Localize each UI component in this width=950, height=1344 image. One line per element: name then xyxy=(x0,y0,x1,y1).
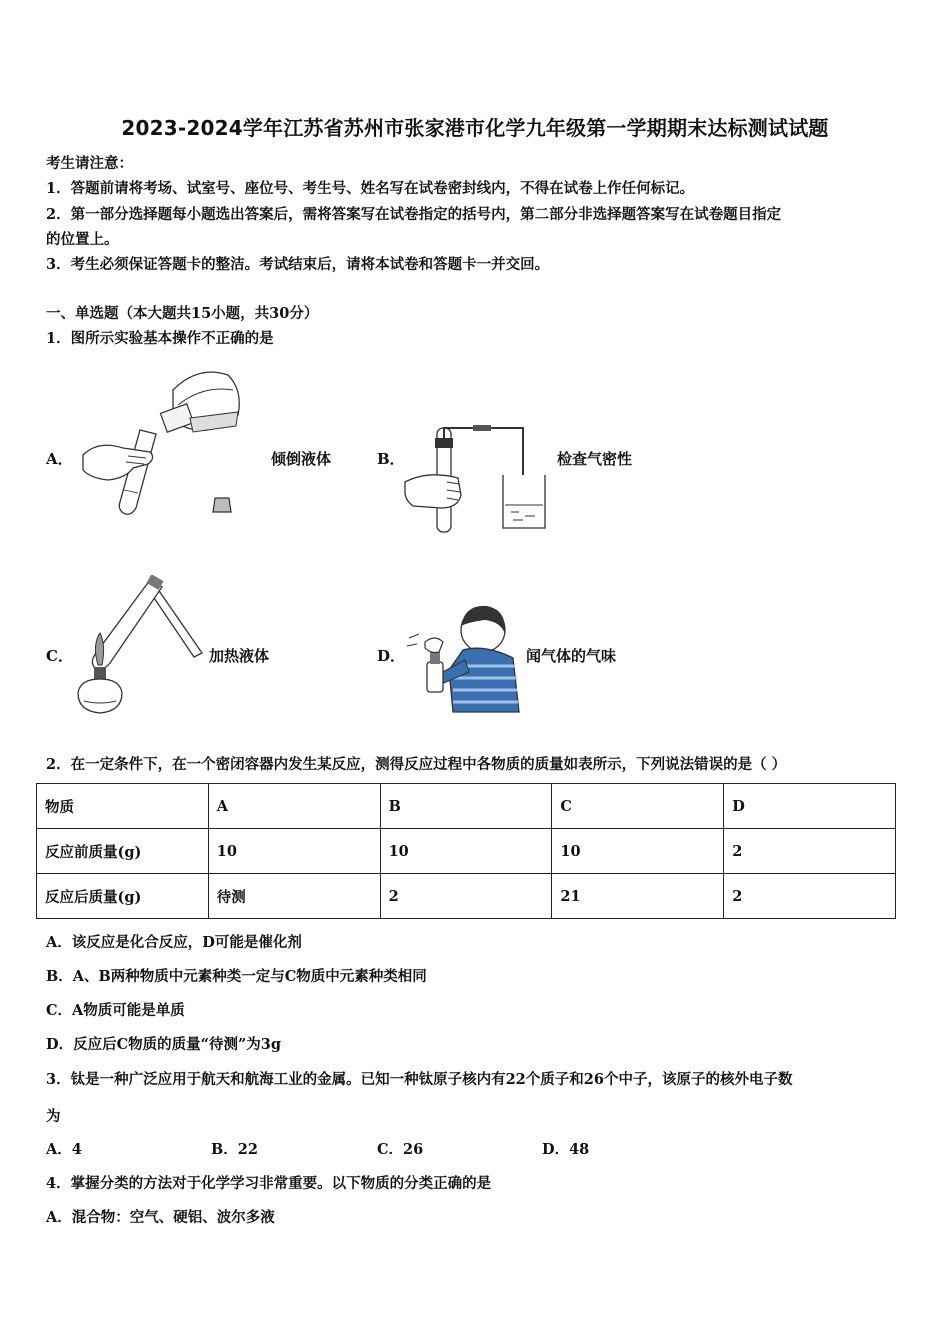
notice-item: 的位置上。 xyxy=(46,231,119,248)
table-cell: 反应后质量(g) xyxy=(37,874,209,919)
option-letter: C． xyxy=(46,647,73,665)
table-cell: C xyxy=(552,784,724,829)
question-stem-continued: 为 xyxy=(46,1108,61,1125)
option-caption: 闻气体的气味 xyxy=(526,647,617,665)
table-cell: 反应前质量(g) xyxy=(37,829,209,874)
option-caption: 倾倒液体 xyxy=(271,450,332,468)
table-cell: 10 xyxy=(552,829,724,874)
table-cell: 待测 xyxy=(208,874,380,919)
option-caption: 加热液体 xyxy=(209,647,270,665)
smell-gas-illustration xyxy=(405,600,525,715)
table-cell: 10 xyxy=(208,829,380,874)
answer-option: A．4 xyxy=(46,1141,82,1158)
table-cell: 2 xyxy=(724,874,896,919)
notice-heading: 考生请注意： xyxy=(46,155,133,172)
table-row xyxy=(37,829,896,874)
mass-table xyxy=(36,783,896,919)
option-letter: A． xyxy=(46,450,73,468)
option-letter: D． xyxy=(377,647,406,665)
answer-option: B．A、B两种物质中元素种类一定与C物质中元素种类相同 xyxy=(46,968,427,985)
option-letter: B． xyxy=(377,450,405,468)
table-cell: D xyxy=(724,784,896,829)
answer-option: D．48 xyxy=(542,1141,590,1158)
airtightness-check-illustration xyxy=(403,420,553,535)
question-stem: 3．钛是一种广泛应用于航天和航海工业的金属。已知一种钛原子核内有22个质子和26个中子，该原子的核外电子数 xyxy=(46,1071,793,1088)
section-heading: 一、单选题（本大题共15小题，共30分） xyxy=(46,305,319,322)
table-cell: B xyxy=(380,784,552,829)
answer-option: A．该反应是化合反应，D可能是催化剂 xyxy=(46,934,302,951)
table-cell: 21 xyxy=(552,874,724,919)
answer-option: C．A物质可能是单质 xyxy=(46,1002,185,1019)
page-title: 2023-2024学年江苏省苏州市张家港市化学九年级第一学期期末达标测试试题 xyxy=(121,116,829,140)
heat-liquid-illustration xyxy=(70,575,210,720)
table-cell: 2 xyxy=(380,874,552,919)
option-caption: 检查气密性 xyxy=(557,450,633,468)
question-stem: 1．图所示实验基本操作不正确的是 xyxy=(46,330,274,347)
pour-liquid-illustration xyxy=(78,360,248,520)
question-stem: 2．在一定条件下，在一个密闭容器内发生某反应，测得反应过程中各物质的质量如表所示，下列说法错误的是（ ） xyxy=(46,756,787,773)
notice-item: 3．考生必须保证答题卡的整洁。考试结束后，请将本试卷和答题卡一并交回。 xyxy=(46,256,550,273)
table-cell: A xyxy=(208,784,380,829)
notice-item: 2．第一部分选择题每小题选出答案后，需将答案写在试卷指定的括号内，第二部分非选择题答案写在试卷题目指定 xyxy=(46,206,782,223)
answer-option: A．混合物：空气、硬铝、波尔多液 xyxy=(46,1209,275,1226)
notice-item: 1．答题前请将考场、试室号、座位号、考生号、姓名写在试卷密封线内，不得在试卷上作任何标记。 xyxy=(46,180,695,197)
table-row xyxy=(37,874,896,919)
question-stem: 4．掌握分类的方法对于化学学习非常重要。以下物质的分类正确的是 xyxy=(46,1175,492,1192)
table-cell: 2 xyxy=(724,829,896,874)
answer-option: B．22 xyxy=(211,1141,258,1158)
answer-option: D．反应后C物质的质量“待测”为3g xyxy=(46,1036,282,1053)
table-header-row xyxy=(37,784,896,829)
table-cell: 物质 xyxy=(37,784,209,829)
answer-option: C．26 xyxy=(377,1141,424,1158)
table-cell: 10 xyxy=(380,829,552,874)
